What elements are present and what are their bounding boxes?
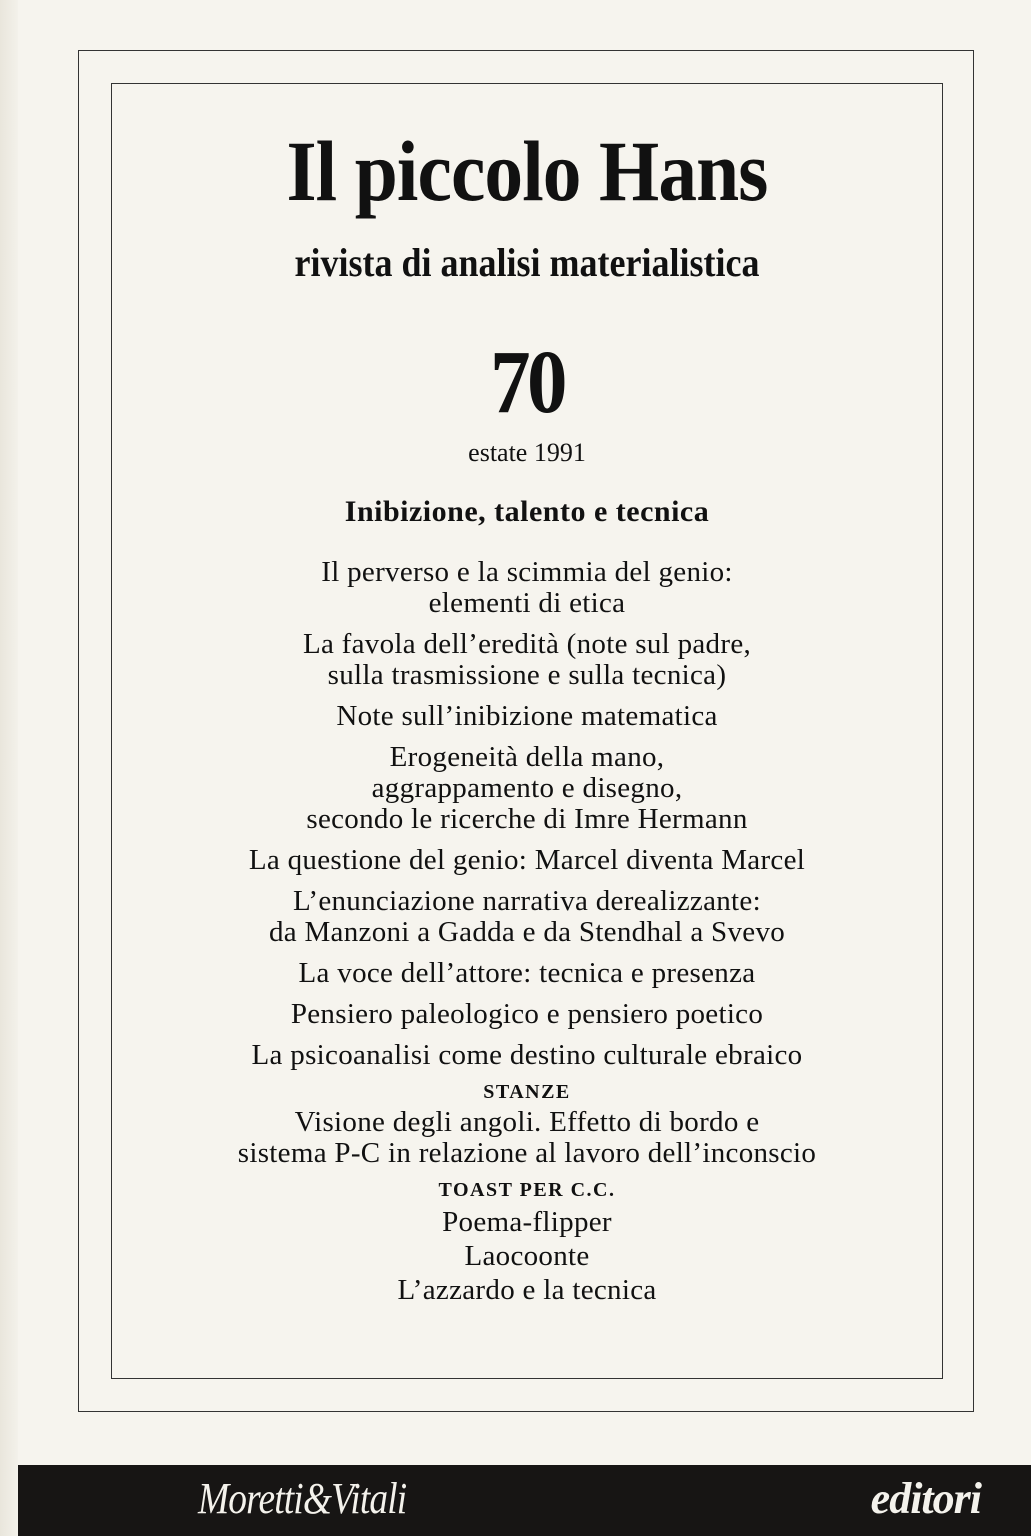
contents-item: L’enunciazione narrativa derealizzante: da Manzoni a Gadda e da Stendhal a Svevo bbox=[268, 885, 786, 948]
journal-subtitle: rivista di analisi materialistica bbox=[294, 240, 760, 285]
issue-theme: Inibizione, talento e tecnica bbox=[344, 495, 710, 528]
contents-item: La psicoanalisi come destino culturale ebraico bbox=[251, 1039, 803, 1071]
table-of-contents bbox=[111, 557, 943, 1307]
toast-item: Poema-flipper bbox=[442, 1206, 612, 1238]
publisher-name: Moretti&Vitali bbox=[198, 1474, 407, 1523]
cover-edge bbox=[0, 0, 18, 1536]
contents-item: Pensiero paleologico e pensiero poetico bbox=[290, 998, 764, 1030]
stanze-item: Visione degli angoli. Effetto di bordo e sistema P-C in relazione al lavoro dell’inconscio bbox=[237, 1106, 817, 1169]
contents-item: Erogeneità della mano, aggrappamento e disegno, secondo le ricerche di Imre Hermann bbox=[306, 741, 748, 835]
issue-season: estate 1991 bbox=[468, 438, 586, 467]
contents-item: La favola dell’eredità (note sul padre, sulla trasmissione e sulla tecnica) bbox=[302, 628, 752, 691]
contents-item: La questione del genio: Marcel diventa Marcel bbox=[248, 844, 806, 876]
toast-item: Laocoonte bbox=[464, 1240, 590, 1272]
stanze-heading: STANZE bbox=[483, 1081, 571, 1103]
publisher-suffix: editori bbox=[870, 1474, 981, 1523]
contents-item: La voce dell’attore: tecnica e presenza bbox=[298, 957, 756, 989]
toast-item: L’azzardo e la tecnica bbox=[397, 1274, 657, 1306]
toast-heading: TOAST PER C.C. bbox=[438, 1179, 616, 1201]
contents-item: Il perverso e la scimmia del genio: elementi di etica bbox=[321, 556, 733, 619]
journal-title: Il piccolo Hans bbox=[286, 123, 768, 219]
publisher-bar bbox=[18, 1465, 1031, 1536]
contents-item: Note sull’inibizione matematica bbox=[336, 700, 718, 732]
issue-number: 70 bbox=[490, 333, 564, 432]
